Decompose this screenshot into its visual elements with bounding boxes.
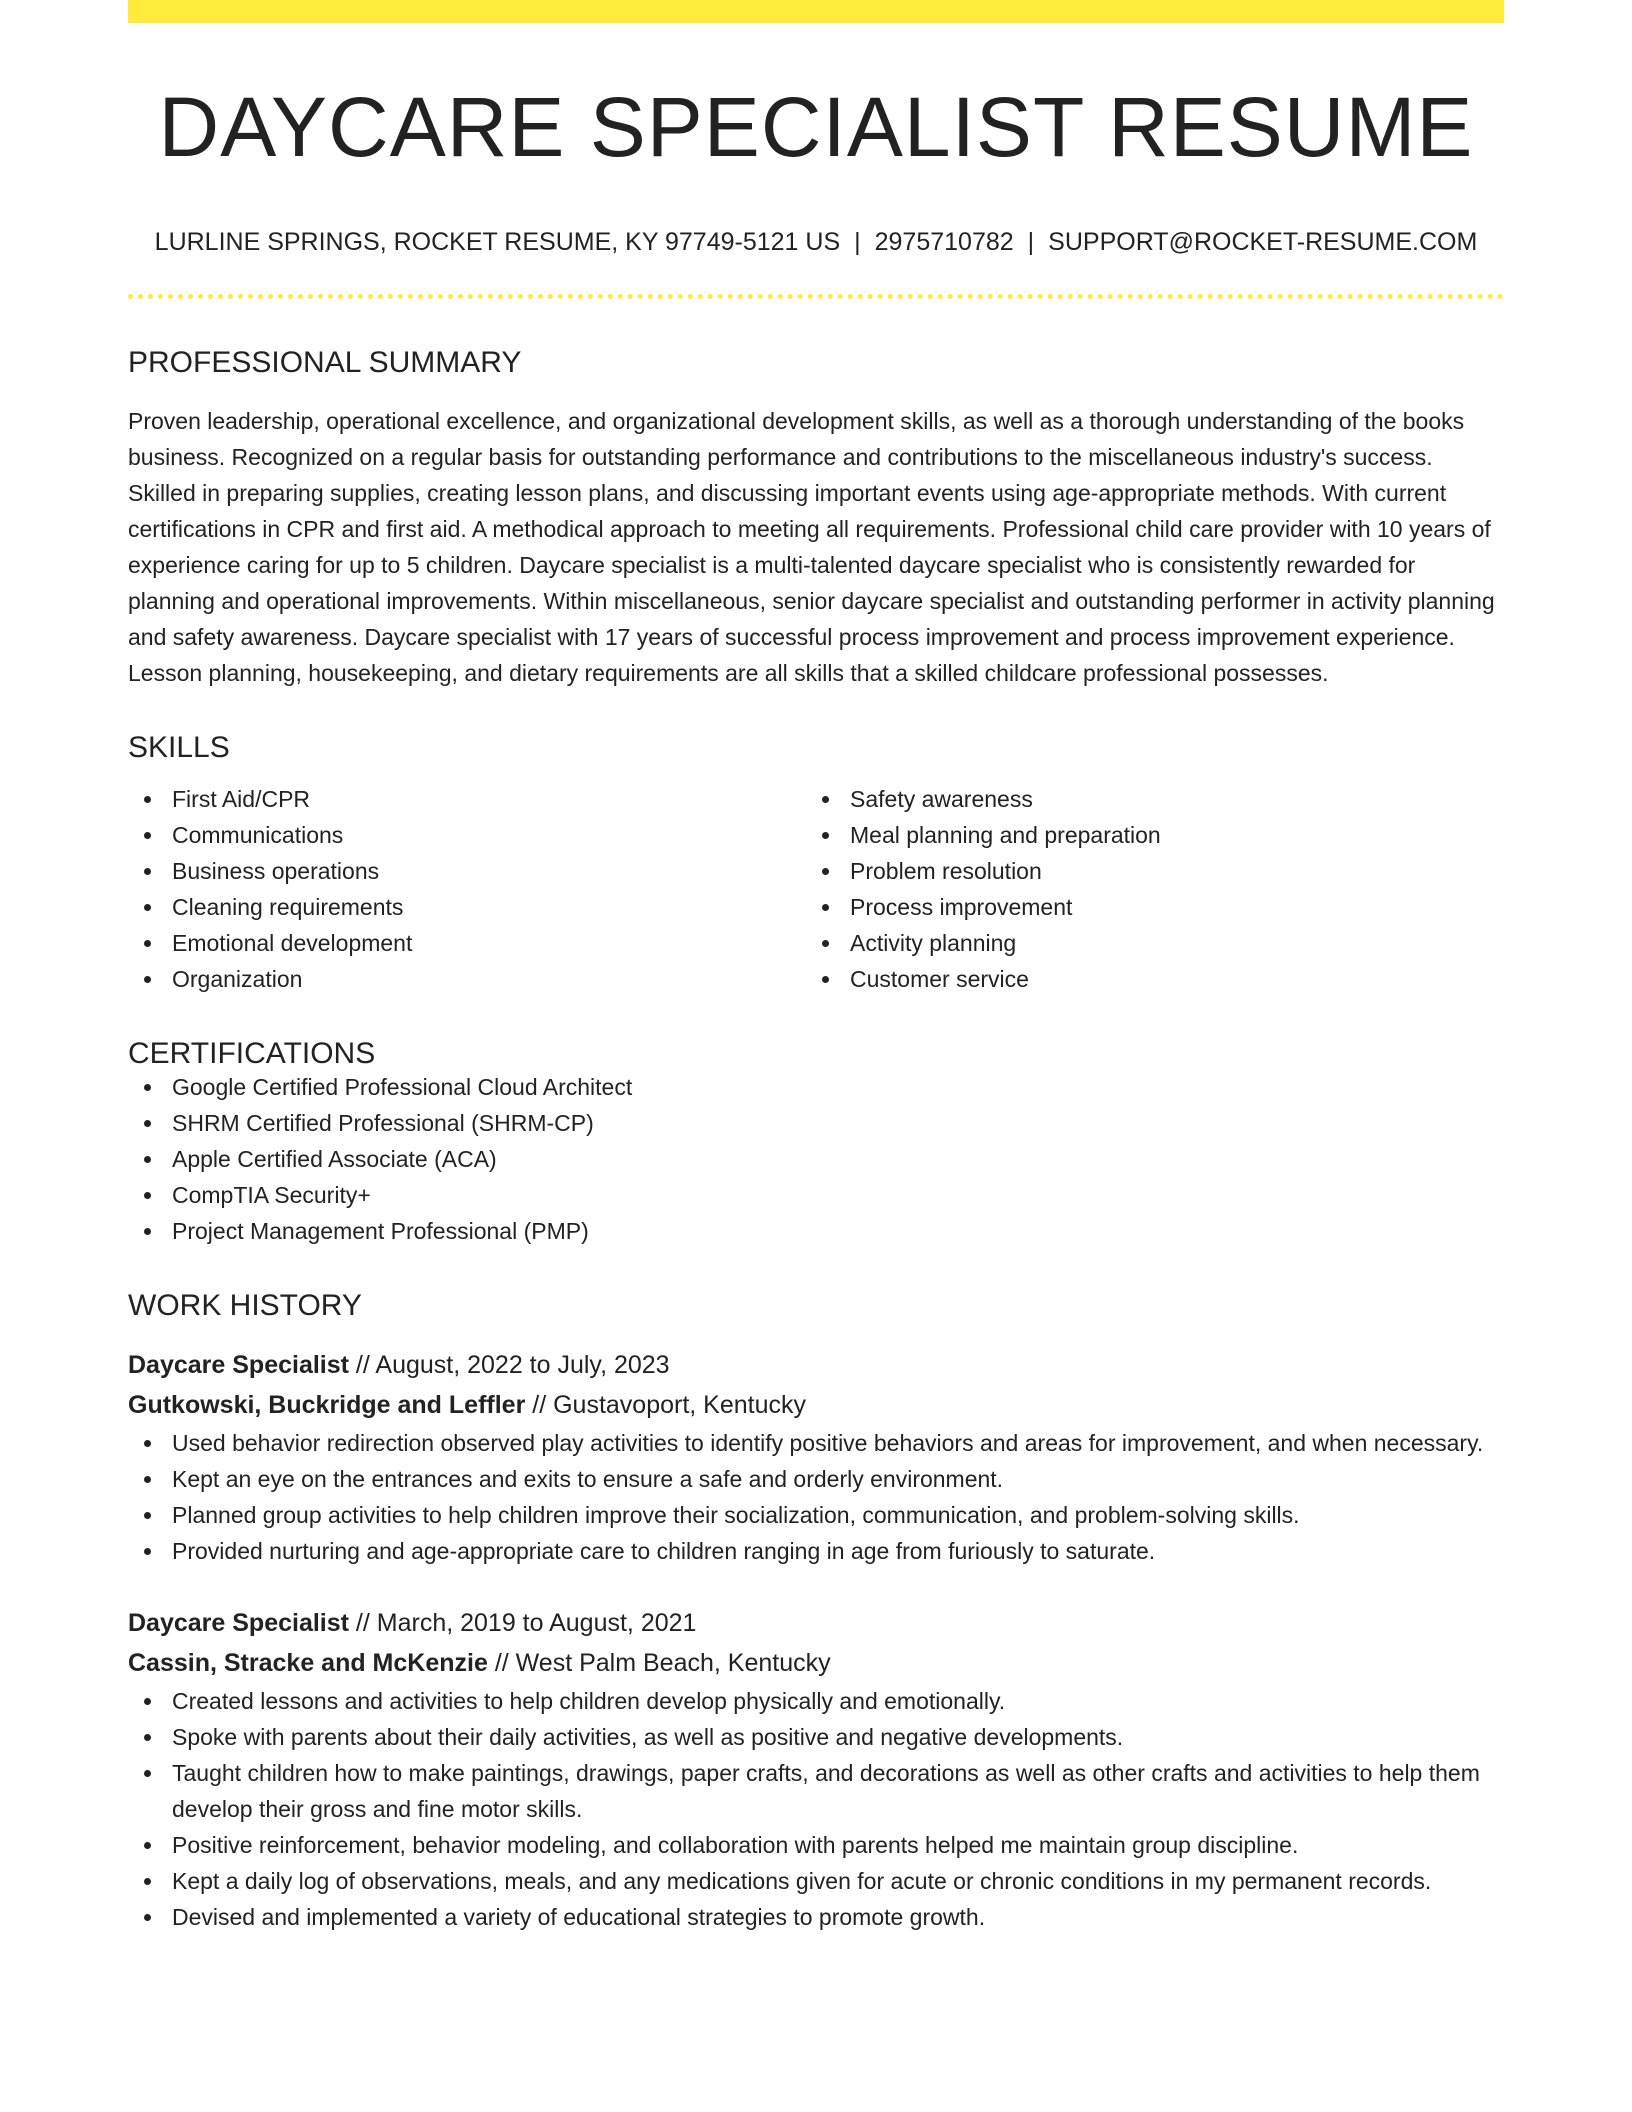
skill-label: Meal planning and preparation [850,822,1161,848]
skills-column-right [806,781,1484,997]
skill-item [128,853,806,889]
job-dates: // March, 2019 to August, 2021 [348,1609,697,1637]
bullet-dot-icon [822,976,829,983]
job-duty-text: Provided nurturing and age-appropriate care to children ranging in age from furiously to saturate. [172,1538,1156,1564]
bullet-dot-icon [822,832,829,839]
bullet-dot-icon [144,1156,151,1163]
skill-item [806,781,1484,817]
contact-separator: | [1027,228,1035,256]
skill-item [128,817,806,853]
certification-item [128,1213,1504,1249]
certification-item [128,1141,1504,1177]
job-duty-text: Taught children how to make paintings, drawings, paper crafts, and decorations as well as other crafts and activities to help them develop their gross and fine motor skills. [172,1760,1480,1822]
bullet-dot-icon [144,1842,151,1849]
bullet-dot-icon [144,1512,151,1519]
job-company: Cassin, Stracke and McKenzie [128,1649,488,1677]
contact-separator: | [854,228,861,256]
job-duty-text: Devised and implemented a variety of educational strategies to promote growth. [172,1904,986,1930]
job-duty-item [128,1533,1504,1569]
job-duty-item [128,1683,1504,1719]
job-entry [128,1345,1504,1569]
skills-list-left [128,781,806,997]
summary-text: Proven leadership, operational excellence, and organizational development skills, as well as a thorough understanding of the books business. Recognized on a regular basis for outstanding performance and contributions to the miscellaneous industry's success. Skilled in preparing supplies, creating lesson plans, and discussing important events using age-appropriate methods. With current certifications in CPR and first aid. A methodical approach to meeting all requirements. Professional child care provider with 10 years of experience caring for up to 5 children. Daycare specialist is a multi-talented daycare specialist who is consistently rewarded for planning and operational improvements. Within miscellaneous, senior daycare specialist and outstanding performer in activity planning and safety awareness. Daycare specialist with 17 years of successful process improvement and process improvement experience. Lesson planning, housekeeping, and dietary requirements are all skills that a skilled childcare professional possesses. [128,408,1495,686]
skill-label: Communications [172,822,344,848]
skill-label: Problem resolution [850,858,1042,884]
skill-label: Customer service [850,966,1029,992]
summary-heading: PROFESSIONAL SUMMARY [128,346,522,379]
resume-page [128,0,1504,1935]
contact-line [128,230,1504,255]
skill-item [128,925,806,961]
job-entry [128,1603,1504,1935]
job-duty-item [128,1827,1504,1863]
accent-top-bar [128,0,1504,23]
skill-item [806,925,1484,961]
job-duty-text: Kept an eye on the entrances and exits to ensure a safe and orderly environment. [172,1466,1004,1492]
skill-item [806,961,1484,997]
certification-label: CompTIA Security+ [172,1182,371,1208]
skill-item [806,889,1484,925]
bullet-dot-icon [144,1192,151,1199]
job-title-line [128,1345,1504,1385]
job-location: // Gustavoport, Kentucky [525,1391,807,1419]
job-duty-item [128,1461,1504,1497]
skill-label: Organization [172,966,303,992]
bullet-dot-icon [144,832,151,839]
bullet-dot-icon [822,940,829,947]
bullet-dot-icon [144,1734,151,1741]
bullet-dot-icon [144,904,151,911]
job-duties-list [128,1683,1504,1935]
job-dates: // August, 2022 to July, 2023 [348,1351,670,1379]
skill-item [128,889,806,925]
dotted-divider [128,294,1504,299]
skills-column-left [128,781,806,997]
certification-label: Google Certified Professional Cloud Architect [172,1074,633,1100]
skill-item [806,817,1484,853]
bullet-dot-icon [144,1120,151,1127]
skill-label: Activity planning [850,930,1017,956]
job-duty-item [128,1497,1504,1533]
job-duties-list [128,1425,1504,1569]
skill-label: First Aid/CPR [172,786,311,812]
job-duty-text: Positive reinforcement, behavior modeling, and collaboration with parents helped me maintain group discipline. [172,1832,1299,1858]
work-history-heading: WORK HISTORY [128,1289,362,1322]
bullet-dot-icon [144,868,151,875]
certification-item [128,1177,1504,1213]
skill-label: Cleaning requirements [172,894,404,920]
bullet-dot-icon [144,1084,151,1091]
job-title: Daycare Specialist [128,1609,349,1637]
job-duty-text: Kept a daily log of observations, meals, and any medications given for acute or chronic conditions in my permanent records. [172,1868,1432,1894]
skill-label: Process improvement [850,894,1073,920]
bullet-dot-icon [144,1698,151,1705]
bullet-dot-icon [144,1440,151,1447]
bullet-dot-icon [144,1878,151,1885]
job-location: // West Palm Beach, Kentucky [487,1649,831,1677]
job-duty-item [128,1719,1504,1755]
job-duty-item [128,1863,1504,1899]
skills-heading: SKILLS [128,731,230,764]
bullet-dot-icon [144,1228,151,1235]
certification-item [128,1069,1504,1105]
resume-title: DAYCARE SPECIALIST RESUME [158,80,1474,174]
contact-email: SUPPORT@ROCKET-RESUME.COM [1048,228,1478,256]
job-title: Daycare Specialist [128,1351,349,1379]
skill-item [128,961,806,997]
certification-label: Apple Certified Associate (ACA) [172,1146,497,1172]
job-duty-text: Created lessons and activities to help children develop physically and emotionally. [172,1688,1006,1714]
bullet-dot-icon [144,796,151,803]
job-company: Gutkowski, Buckridge and Leffler [128,1391,526,1419]
job-company-line [128,1385,1504,1425]
skill-label: Emotional development [172,930,413,956]
certification-label: SHRM Certified Professional (SHRM-CP) [172,1110,594,1136]
job-company-line [128,1643,1504,1683]
bullet-dot-icon [144,1476,151,1483]
skill-label: Business operations [172,858,380,884]
certification-item [128,1105,1504,1141]
bullet-dot-icon [822,904,829,911]
job-duty-item [128,1425,1504,1461]
skill-item [128,781,806,817]
job-duty-item [128,1755,1504,1827]
contact-address: LURLINE SPRINGS, ROCKET RESUME, KY 97749-5121 US [154,228,841,256]
job-duty-text: Used behavior redirection observed play activities to identify positive behaviors and areas for improvement, and when necessary. [172,1430,1484,1456]
certification-label: Project Management Professional (PMP) [172,1218,589,1244]
skills-grid [128,781,1504,997]
skill-label: Safety awareness [850,786,1033,812]
job-duty-item [128,1899,1504,1935]
bullet-dot-icon [144,1548,151,1555]
certifications-list [128,1069,1504,1249]
bullet-dot-icon [144,940,151,947]
bullet-dot-icon [822,796,829,803]
skills-list-right [806,781,1484,997]
bullet-dot-icon [144,1770,151,1777]
bullet-dot-icon [144,976,151,983]
skill-item [806,853,1484,889]
certifications-heading: CERTIFICATIONS [128,1037,376,1070]
bullet-dot-icon [144,1914,151,1921]
job-title-line [128,1603,1504,1643]
contact-phone: 2975710782 [874,228,1014,256]
bullet-dot-icon [822,868,829,875]
job-duty-text: Planned group activities to help children improve their socialization, communication, and problem-solving skills. [172,1502,1300,1528]
job-duty-text: Spoke with parents about their daily activities, as well as positive and negative developments. [172,1724,1124,1750]
